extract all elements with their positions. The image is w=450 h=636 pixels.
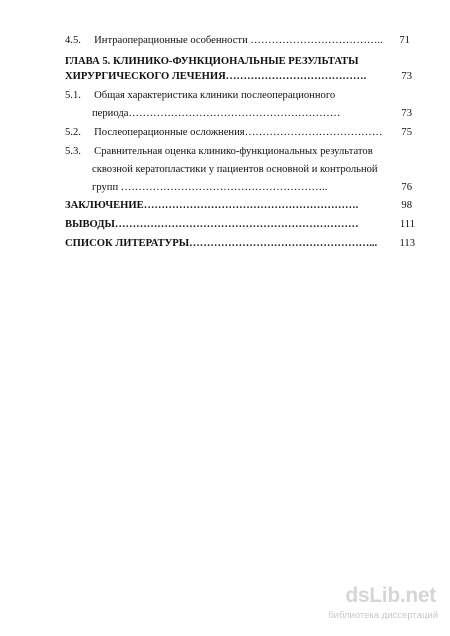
- toc-page-chapter-5: 73: [401, 71, 412, 82]
- toc-entry-4-5: 4.5. Интраоперационные особенности ………………………………..: [65, 35, 383, 46]
- toc-page-references: 113: [399, 238, 415, 249]
- toc-chapter-5-line-1: ГЛАВА 5. КЛИНИКО-ФУНКЦИОНАЛЬНЫЕ РЕЗУЛЬТАТЫ: [65, 56, 359, 67]
- watermark-logo: dsLib.net: [345, 584, 436, 607]
- toc-page-5-3: 76: [401, 182, 412, 193]
- toc-page-findings: 111: [399, 219, 415, 230]
- toc-entry-5-3-line-2: сквозной кератопластики у пациентов основной и контрольной: [92, 164, 378, 175]
- toc-entry-5-2: 5.2. Послеоперационные осложнения…………………………………: [65, 127, 383, 138]
- toc-entry-5-1-line-2: периода……………………………………………………: [92, 108, 341, 119]
- toc-page-conclusion: 98: [401, 200, 412, 211]
- toc-entry-5-3-line-1: 5.3. Сравнительная оценка клинико-функциональных результатов: [65, 146, 373, 157]
- toc-page-5-2: 75: [401, 127, 412, 138]
- toc-entry-references: СПИСОК ЛИТЕРАТУРЫ……………………………………………...: [65, 238, 378, 249]
- toc-entry-5-1-line-1: 5.1. Общая характеристика клиники послеоперационного: [65, 90, 336, 101]
- toc-entry-findings: ВЫВОДЫ……………………………………………………………: [65, 219, 359, 230]
- toc-entry-conclusion: ЗАКЛЮЧЕНИЕ…………………………………………………….: [65, 200, 359, 211]
- watermark: [326, 582, 442, 626]
- toc-page-5-1: 73: [401, 108, 412, 119]
- toc-page-4-5: 71: [399, 35, 410, 46]
- toc-entry-5-3-line-3: групп …………………………………………………..: [92, 182, 328, 193]
- toc-chapter-5-line-2: ХИРУРГИЧЕСКОГО ЛЕЧЕНИЯ………………………………….: [65, 71, 367, 82]
- watermark-subtitle: библиотека диссертаций: [328, 610, 438, 621]
